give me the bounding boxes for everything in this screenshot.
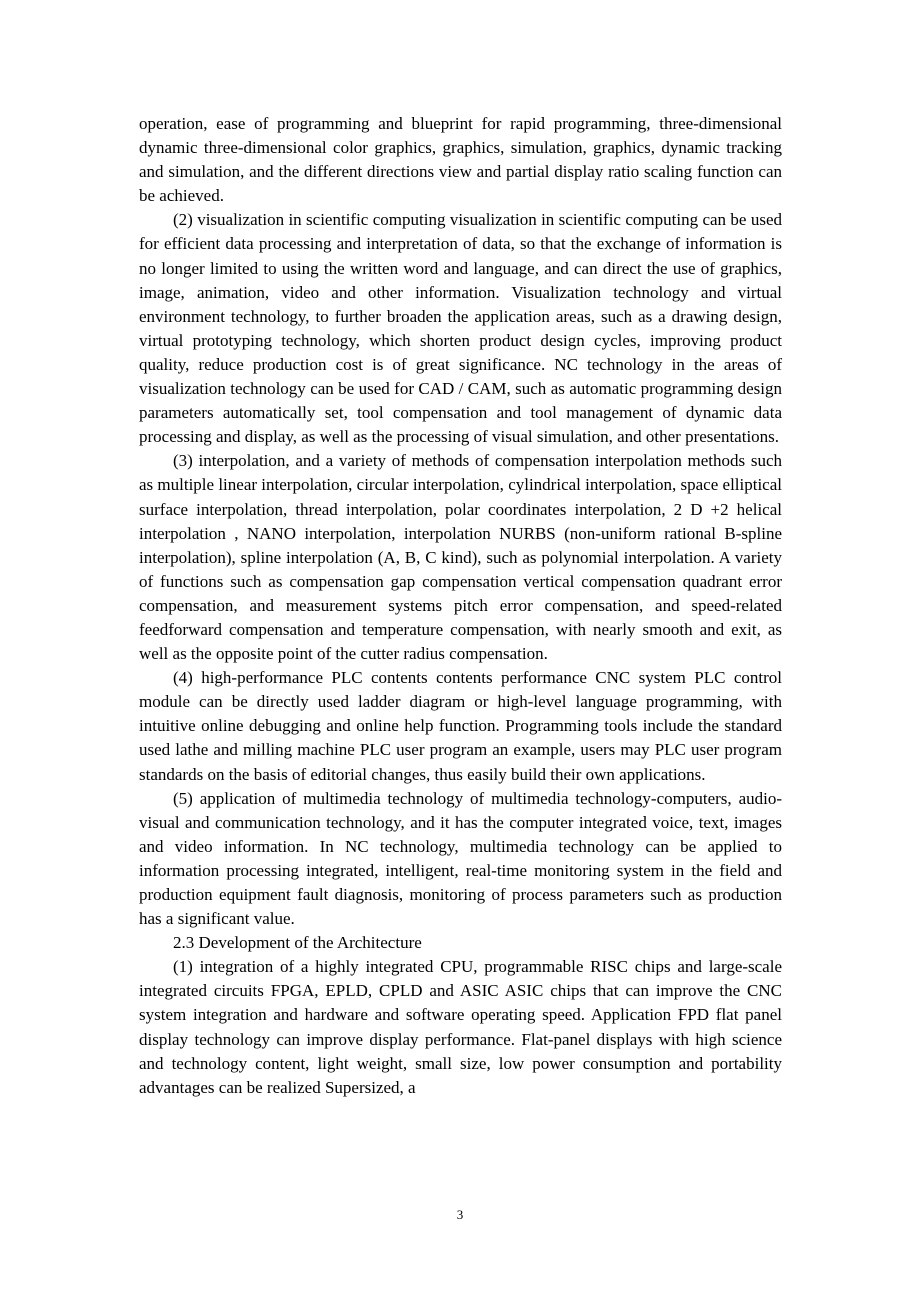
paragraph-interpolation: (3) interpolation, and a variety of methods of compensation interpolation methods such as multiple linear interpolation, circular interpolation, cylindrical interpolation, space elliptical surface interpolation, thread interpolation, polar coordinates interpolation, 2 D +2 helical interpolation , NANO interpolation, interpolation NURBS (non-uniform rational B-spline interpolation), spline interpolation (A, B, C kind), such as polynomial interpolation. A variety of functions such as compensation gap compensation vertical compensation quadrant error compensation, and measurement systems pitch error compensation, and speed-related feedforward compensation and temperature compensation, with nearly smooth and exit, as well as the opposite point of the cutter radius compensation. [139,451,782,664]
paragraph-visualization: (2) visualization in scientific computing visualization in scientific computing can be used for efficient data processing and interpretation of data, so that the exchange of information is no longer limited to using the written word and language, and can direct the use of graphics, image, animation, video and other information. Visualization technology and virtual environment technology, to further broaden the application areas, such as a drawing design, virtual prototyping technology, which shorten product design cycles, improving product quality, reduce production cost is of great significance. NC technology in the areas of visualization technology can be used for CAD / CAM, such as automatic programming design parameters automatically set, tool compensation and tool management of dynamic data processing and display, as well as the processing of visual simulation, and other presentations. [139,210,782,447]
paragraph-integration: (1) integration of a highly integrated CPU, programmable RISC chips and large-scale integrated circuits FPGA, EPLD, CPLD and ASIC ASIC chips that can improve the CNC system integration and hardware and software operating speed. Application FPD flat panel display technology can improve display performance. Flat-panel displays with high science and technology content, light weight, small size, low power consumption and portability advantages can be realized Supersized, a [139,957,782,1097]
paragraph-continuation: operation, ease of programming and blueprint for rapid programming, three-dimensional dynamic three-dimensional color graphics, graphics, simulation, graphics, dynamic tracking and simulation, and the different directions view and partial display ratio scaling function can be achieved. [139,114,782,206]
paragraph-plc: (4) high-performance PLC contents contents performance CNC system PLC control module can be directly used ladder diagram or high-level language programming, with intuitive online debugging and online help function. Programming tools include the standard used lathe and milling machine PLC user program an example, users may PLC user program standards on the basis of editorial changes, thus easily build their own applications. [139,668,782,784]
section-heading: 2.3 Development of the Architecture [173,933,422,953]
page-number: 3 [456,1207,464,1222]
paragraph-multimedia: (5) application of multimedia technology of multimedia technology-computers, audio-visual and communication technology, and it has the computer integrated voice, text, images and video information. In NC technology, multimedia technology can be applied to information processing integrated, intelligent, real-time monitoring system in the field and production equipment fault diagnosis, monitoring of process parameters such as production has a significant value. [139,788,782,929]
body-text [139,112,782,1100]
